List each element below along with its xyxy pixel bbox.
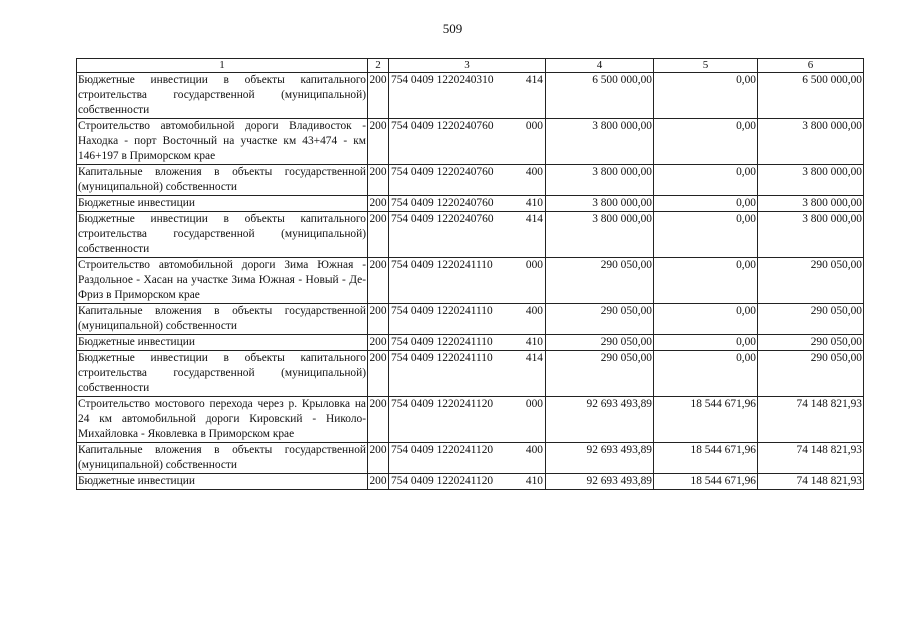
row-col2: 200 [368,212,389,258]
row-col5: 18 544 671,96 [654,474,758,490]
row-col5: 0,00 [654,351,758,397]
row-col2: 200 [368,196,389,212]
row-col2: 200 [368,119,389,165]
row-name: Строительство автомобильной дороги Владивосток - Находка - порт Восточный на участке км 43+474 - км 146+197 в Приморском крае [77,119,368,165]
row-csr: 414 [525,213,543,225]
row-code-cell [389,258,546,304]
row-code: 754 0409 1220241110 [391,305,493,317]
row-col6: 290 050,00 [758,258,864,304]
row-code: 754 0409 1220241120 [391,475,494,487]
row-col2: 200 [368,474,389,490]
column-header-2: 2 [368,59,389,73]
row-name: Бюджетные инвестиции [77,196,368,212]
row-col6: 74 148 821,93 [758,397,864,443]
table-row [77,443,864,474]
budget-table [76,58,864,490]
row-col5: 0,00 [654,335,758,351]
row-col4: 3 800 000,00 [546,196,654,212]
row-code-cell [389,397,546,443]
row-col6: 3 800 000,00 [758,212,864,258]
row-code: 754 0409 1220240310 [391,74,494,86]
row-csr: 400 [525,166,543,178]
row-csr: 000 [525,259,543,271]
row-col6: 3 800 000,00 [758,165,864,196]
row-col5: 0,00 [654,304,758,335]
row-col5: 0,00 [654,196,758,212]
row-code-cell [389,165,546,196]
row-col4: 92 693 493,89 [546,397,654,443]
row-name: Бюджетные инвестиции [77,335,368,351]
column-header-5: 5 [654,59,758,73]
row-csr: 414 [525,74,543,86]
row-col6: 3 800 000,00 [758,196,864,212]
row-code-cell [389,119,546,165]
column-header-3: 3 [389,59,546,73]
row-col5: 0,00 [654,165,758,196]
row-code: 754 0409 1220241110 [391,336,493,348]
row-col6: 3 800 000,00 [758,119,864,165]
row-col4: 290 050,00 [546,258,654,304]
row-csr: 000 [525,398,543,410]
page-number: 509 [442,21,463,36]
row-col2: 200 [368,73,389,119]
row-csr: 400 [525,444,543,456]
table-row [77,119,864,165]
row-col5: 0,00 [654,73,758,119]
row-name: Бюджетные инвестиции в объекты капитального строительства государственной (муниципальной) собственности [77,73,368,119]
row-name: Капитальные вложения в объекты государственной (муниципальной) собственности [77,165,368,196]
row-col4: 290 050,00 [546,304,654,335]
row-code-cell [389,73,546,119]
row-col6: 290 050,00 [758,304,864,335]
table-row [77,73,864,119]
table-row [77,474,864,490]
row-col6: 74 148 821,93 [758,474,864,490]
table-row [77,397,864,443]
row-name: Строительство мостового перехода через р. Крыловка на 24 км автомобильной дороги Кировский - Николо-Михайловка - Яковлевка в Приморском крае [77,397,368,443]
table-row [77,258,864,304]
row-code-cell [389,212,546,258]
row-col6: 6 500 000,00 [758,73,864,119]
row-csr: 410 [525,197,543,209]
row-code-cell [389,443,546,474]
row-code: 754 0409 1220241120 [391,398,494,410]
table-row [77,351,864,397]
row-col5: 0,00 [654,258,758,304]
table-row [77,335,864,351]
column-header-4: 4 [546,59,654,73]
row-csr: 410 [525,336,543,348]
row-csr: 400 [525,305,543,317]
row-code: 754 0409 1220240760 [391,197,494,209]
row-col5: 18 544 671,96 [654,443,758,474]
row-col4: 6 500 000,00 [546,73,654,119]
row-col2: 200 [368,335,389,351]
row-code: 754 0409 1220241110 [391,259,493,271]
row-col2: 200 [368,397,389,443]
column-header-6: 6 [758,59,864,73]
row-code-cell [389,474,546,490]
row-code: 754 0409 1220241110 [391,352,493,364]
row-col6: 290 050,00 [758,335,864,351]
row-col2: 200 [368,165,389,196]
row-col6: 290 050,00 [758,351,864,397]
row-col5: 0,00 [654,212,758,258]
row-col4: 3 800 000,00 [546,119,654,165]
column-header-1: 1 [77,59,368,73]
row-name: Строительство автомобильной дороги Зима Южная - Раздольное - Хасан на участке Зима Южная - Новый - Де-Фриз в Приморском крае [77,258,368,304]
row-name: Бюджетные инвестиции в объекты капитального строительства государственной (муниципальной) собственности [77,212,368,258]
row-col4: 290 050,00 [546,335,654,351]
row-code-cell [389,196,546,212]
row-col4: 92 693 493,89 [546,443,654,474]
header-row [77,59,864,73]
row-csr: 414 [525,352,543,364]
row-code-cell [389,351,546,397]
row-name: Капитальные вложения в объекты государственной (муниципальной) собственности [77,443,368,474]
table-row [77,304,864,335]
row-col4: 3 800 000,00 [546,212,654,258]
row-col2: 200 [368,351,389,397]
row-code: 754 0409 1220240760 [391,120,494,132]
table-row [77,165,864,196]
row-col4: 92 693 493,89 [546,474,654,490]
row-col5: 18 544 671,96 [654,397,758,443]
row-name: Бюджетные инвестиции [77,474,368,490]
row-col2: 200 [368,443,389,474]
row-csr: 410 [525,475,543,487]
row-name: Капитальные вложения в объекты государственной (муниципальной) собственности [77,304,368,335]
table-row [77,196,864,212]
row-col5: 0,00 [654,119,758,165]
row-csr: 000 [525,120,543,132]
row-col4: 290 050,00 [546,351,654,397]
row-col6: 74 148 821,93 [758,443,864,474]
row-code: 754 0409 1220240760 [391,213,494,225]
row-col4: 3 800 000,00 [546,165,654,196]
row-code: 754 0409 1220240760 [391,166,494,178]
row-code-cell [389,304,546,335]
table-row [77,212,864,258]
row-col2: 200 [368,258,389,304]
row-col2: 200 [368,304,389,335]
row-name: Бюджетные инвестиции в объекты капитального строительства государственной (муниципальной) собственности [77,351,368,397]
row-code-cell [389,335,546,351]
row-code: 754 0409 1220241120 [391,444,494,456]
